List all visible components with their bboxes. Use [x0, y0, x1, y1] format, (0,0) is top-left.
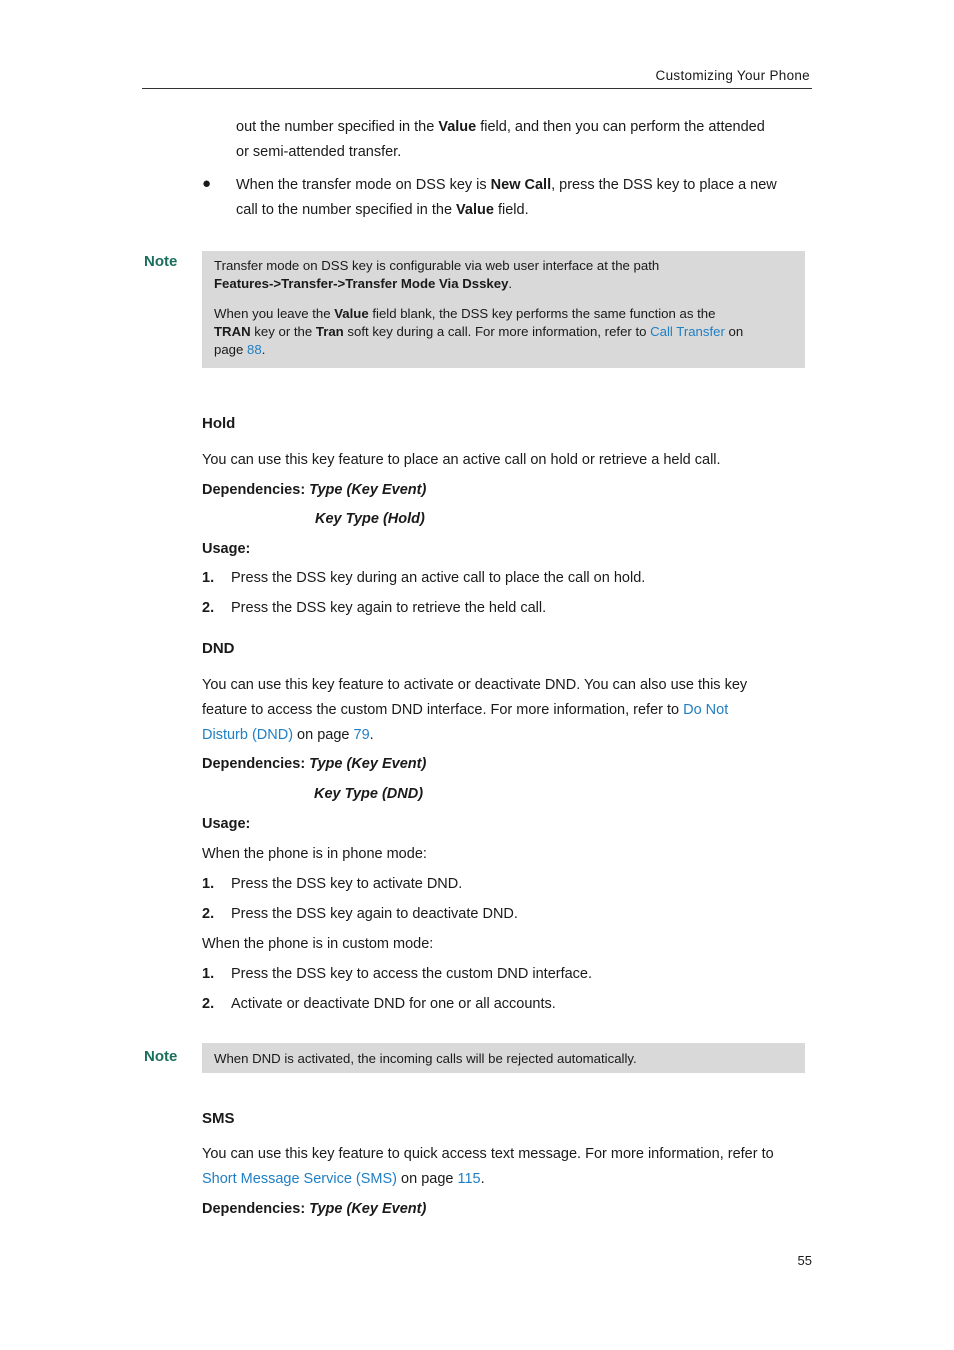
text: on	[724, 324, 744, 339]
dnd-custom-step-1	[202, 966, 214, 982]
dependency-type: Type (Key Event)	[309, 482, 427, 498]
text: call to the number specified in the	[236, 202, 457, 218]
text: soft key during a call. For more information, refer to	[343, 324, 651, 339]
dnd-description	[202, 673, 822, 748]
dependency-type: Type (Key Event)	[309, 1201, 427, 1217]
dnd-custom-step-1-text: Press the DSS key to access the custom DND interface.	[231, 966, 593, 982]
step-number: 2.	[202, 906, 215, 922]
text: on page	[397, 1171, 458, 1187]
text: field.	[493, 202, 529, 218]
bullet-paragraph	[236, 173, 816, 223]
note-label: Note	[144, 1048, 178, 1065]
note-box	[202, 251, 805, 368]
intro-paragraph	[236, 115, 816, 165]
dnd-step-2	[202, 906, 214, 922]
hold-step-2	[202, 600, 214, 616]
link-do-not-disturb[interactable]: Do Not	[683, 702, 729, 718]
sms-dependencies	[202, 1201, 426, 1217]
dnd-custom-step-2	[202, 996, 214, 1012]
text: field, and then you can perform the attended	[476, 119, 765, 135]
dnd-custom-step-2-text: Activate or deactivate DND for one or all accounts.	[231, 996, 556, 1012]
link-call-transfer[interactable]: Call Transfer	[650, 324, 725, 339]
step-number: 1.	[202, 966, 215, 982]
note-label: Note	[144, 253, 178, 270]
link-do-not-disturb-cont[interactable]: Disturb (DND)	[202, 727, 294, 743]
dnd-dependency-key-type	[314, 786, 423, 802]
keyword-tran-soft: Tran	[315, 324, 344, 339]
keyword-value: Value	[334, 306, 369, 321]
dnd-step-2-text: Press the DSS key again to deactivate DND.	[231, 906, 518, 922]
dnd-step-1	[202, 876, 214, 892]
text: or semi-attended transfer.	[236, 144, 402, 160]
header-title: Customizing Your Phone	[655, 68, 810, 83]
step-number: 1.	[202, 570, 215, 586]
keyword-tran: TRAN	[214, 324, 251, 339]
section-title-hold: Hold	[202, 415, 236, 432]
text: , press the DSS key to place a new	[551, 177, 777, 193]
path-keyword: Features->Transfer->Transfer Mode Via Dsskey	[214, 276, 509, 291]
section-title-dnd: DND	[202, 640, 235, 657]
text: When the transfer mode on DSS key is	[236, 177, 491, 193]
bullet-icon: ●	[202, 175, 212, 192]
note-text: When DND is activated, the incoming calls will be rejected automatically.	[214, 1051, 637, 1066]
hold-dependencies	[202, 482, 426, 498]
step-number: 1.	[202, 876, 215, 892]
text: You can use this key feature to activate or deactivate DND. You can also use this key	[202, 677, 748, 693]
dependencies-label: Dependencies:	[202, 756, 310, 772]
hold-step-2-text: Press the DSS key again to retrieve the held call.	[231, 600, 547, 616]
sms-description	[202, 1142, 822, 1192]
keyword-value: Value	[456, 202, 494, 218]
text: .	[480, 1171, 485, 1187]
text: field blank, the DSS key performs the same function as the	[368, 306, 716, 321]
note-box	[202, 1043, 805, 1073]
link-page-88[interactable]: 88	[247, 342, 262, 357]
dnd-mode-phone: When the phone is in phone mode:	[202, 846, 427, 862]
text: Transfer mode on DSS key is configurable via web user interface at the path	[214, 258, 660, 273]
text: feature to access the custom DND interface. For more information, refer to	[202, 702, 684, 718]
hold-description: You can use this key feature to place an active call on hold or retrieve a held call.	[202, 452, 721, 468]
hold-step-1-text: Press the DSS key during an active call to place the call on hold.	[231, 570, 646, 586]
hold-dependency-key-type	[315, 511, 425, 527]
text: key or the	[250, 324, 316, 339]
page-number: 55	[797, 1253, 812, 1268]
text: .	[261, 342, 266, 357]
step-number: 2.	[202, 600, 215, 616]
text: on page	[293, 727, 354, 743]
dnd-mode-custom: When the phone is in custom mode:	[202, 936, 434, 952]
hold-usage-label: Usage:	[202, 541, 251, 557]
text: .	[369, 727, 374, 743]
dependency-key-type: Key Type (Hold)	[315, 511, 425, 527]
dependencies-label: Dependencies:	[202, 482, 310, 498]
keyword-value: Value	[438, 119, 477, 135]
dependencies-label: Dependencies:	[202, 1201, 310, 1217]
keyword-new-call: New Call	[490, 177, 552, 193]
dnd-usage-label: Usage:	[202, 816, 251, 832]
dependency-key-type: Key Type (DND)	[314, 786, 424, 802]
link-page-115[interactable]: 115	[457, 1171, 481, 1187]
section-title-sms: SMS	[202, 1110, 235, 1127]
text: .	[508, 276, 513, 291]
text: When you leave the	[214, 306, 335, 321]
step-number: 2.	[202, 996, 215, 1012]
link-page-79[interactable]: 79	[353, 727, 370, 743]
hold-step-1	[202, 570, 214, 586]
dependency-type: Type (Key Event)	[309, 756, 427, 772]
running-header	[142, 68, 812, 89]
dnd-step-1-text: Press the DSS key to activate DND.	[231, 876, 463, 892]
link-short-message-service[interactable]: Short Message Service (SMS)	[202, 1171, 398, 1187]
text: page	[214, 342, 248, 357]
dnd-dependencies	[202, 756, 426, 772]
text: out the number specified in the	[236, 119, 439, 135]
text: You can use this key feature to quick access text message. For more information, refer to	[202, 1146, 774, 1162]
